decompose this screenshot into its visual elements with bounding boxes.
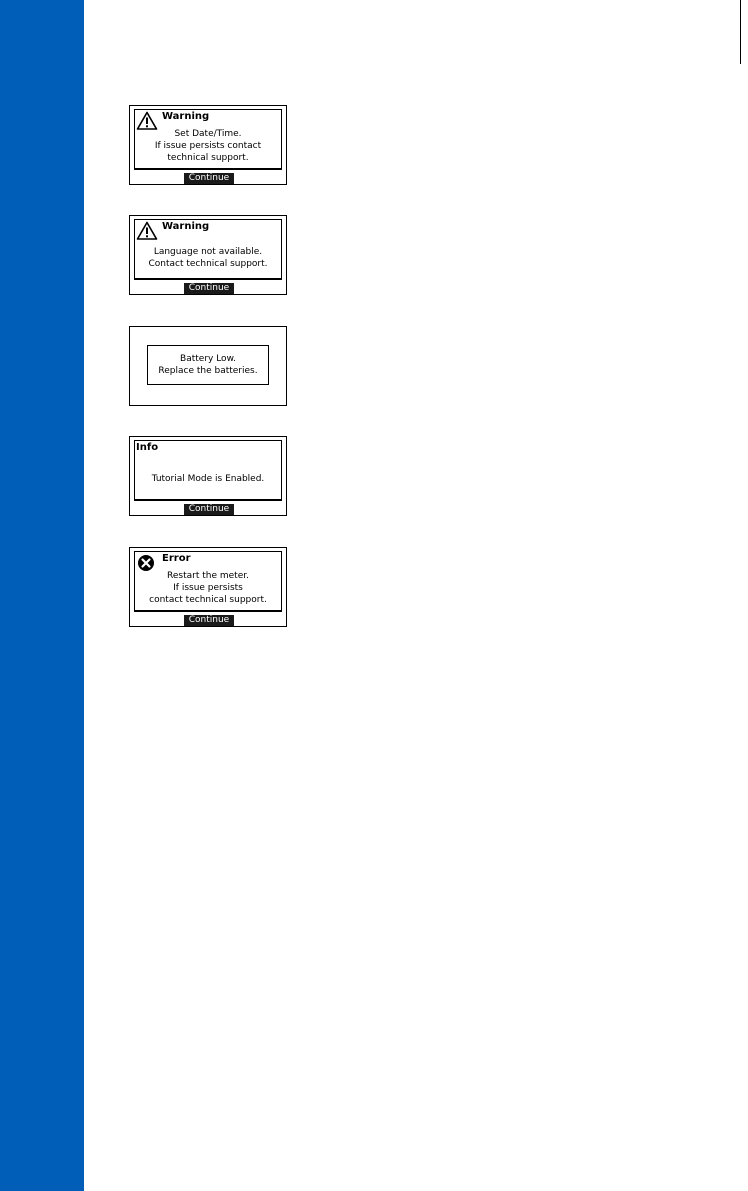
message-line: Replace the batteries. bbox=[158, 366, 258, 376]
dialog-title: Error bbox=[162, 553, 191, 564]
warning-dialog bbox=[134, 219, 282, 280]
message-line: Contact technical support. bbox=[148, 259, 268, 269]
dialog-message bbox=[135, 246, 281, 270]
error-dialog bbox=[134, 551, 282, 612]
blue-side-band bbox=[0, 0, 84, 1191]
battery-low-message bbox=[147, 345, 269, 385]
message-line: Tutorial Mode is Enabled. bbox=[151, 474, 265, 484]
message-line: Restart the meter. bbox=[167, 571, 249, 581]
message-line: Battery Low. bbox=[180, 354, 236, 364]
meter-screen-language-warning bbox=[129, 215, 287, 295]
dialog-title: Info bbox=[136, 442, 159, 453]
warning-triangle-icon bbox=[136, 221, 158, 241]
message-line: technical support. bbox=[167, 153, 249, 163]
dialog-message bbox=[135, 570, 281, 606]
dialog-message bbox=[135, 473, 281, 485]
crop-mark bbox=[740, 0, 741, 64]
meter-screen-battery-low bbox=[129, 326, 287, 406]
message-line: Language not available. bbox=[153, 247, 263, 257]
continue-button[interactable]: Continue bbox=[184, 283, 234, 294]
message-line: contact technical support. bbox=[149, 595, 267, 605]
message-line: If issue persists bbox=[173, 583, 243, 593]
meter-screen-tutorial-info bbox=[129, 436, 287, 516]
meter-screen-set-date-warning bbox=[129, 105, 287, 185]
continue-button[interactable]: Continue bbox=[184, 173, 234, 184]
dialog-message bbox=[135, 128, 281, 164]
info-dialog bbox=[134, 440, 282, 501]
dialog-title: Warning bbox=[162, 221, 210, 232]
dialog-title: Warning bbox=[162, 111, 210, 122]
continue-button[interactable]: Continue bbox=[184, 615, 234, 626]
meter-screen-restart-error bbox=[129, 547, 287, 627]
continue-button[interactable]: Continue bbox=[184, 504, 234, 515]
warning-dialog bbox=[134, 109, 282, 170]
message-line: If issue persists contact bbox=[154, 141, 262, 151]
message-line: Set Date/Time. bbox=[174, 129, 242, 139]
